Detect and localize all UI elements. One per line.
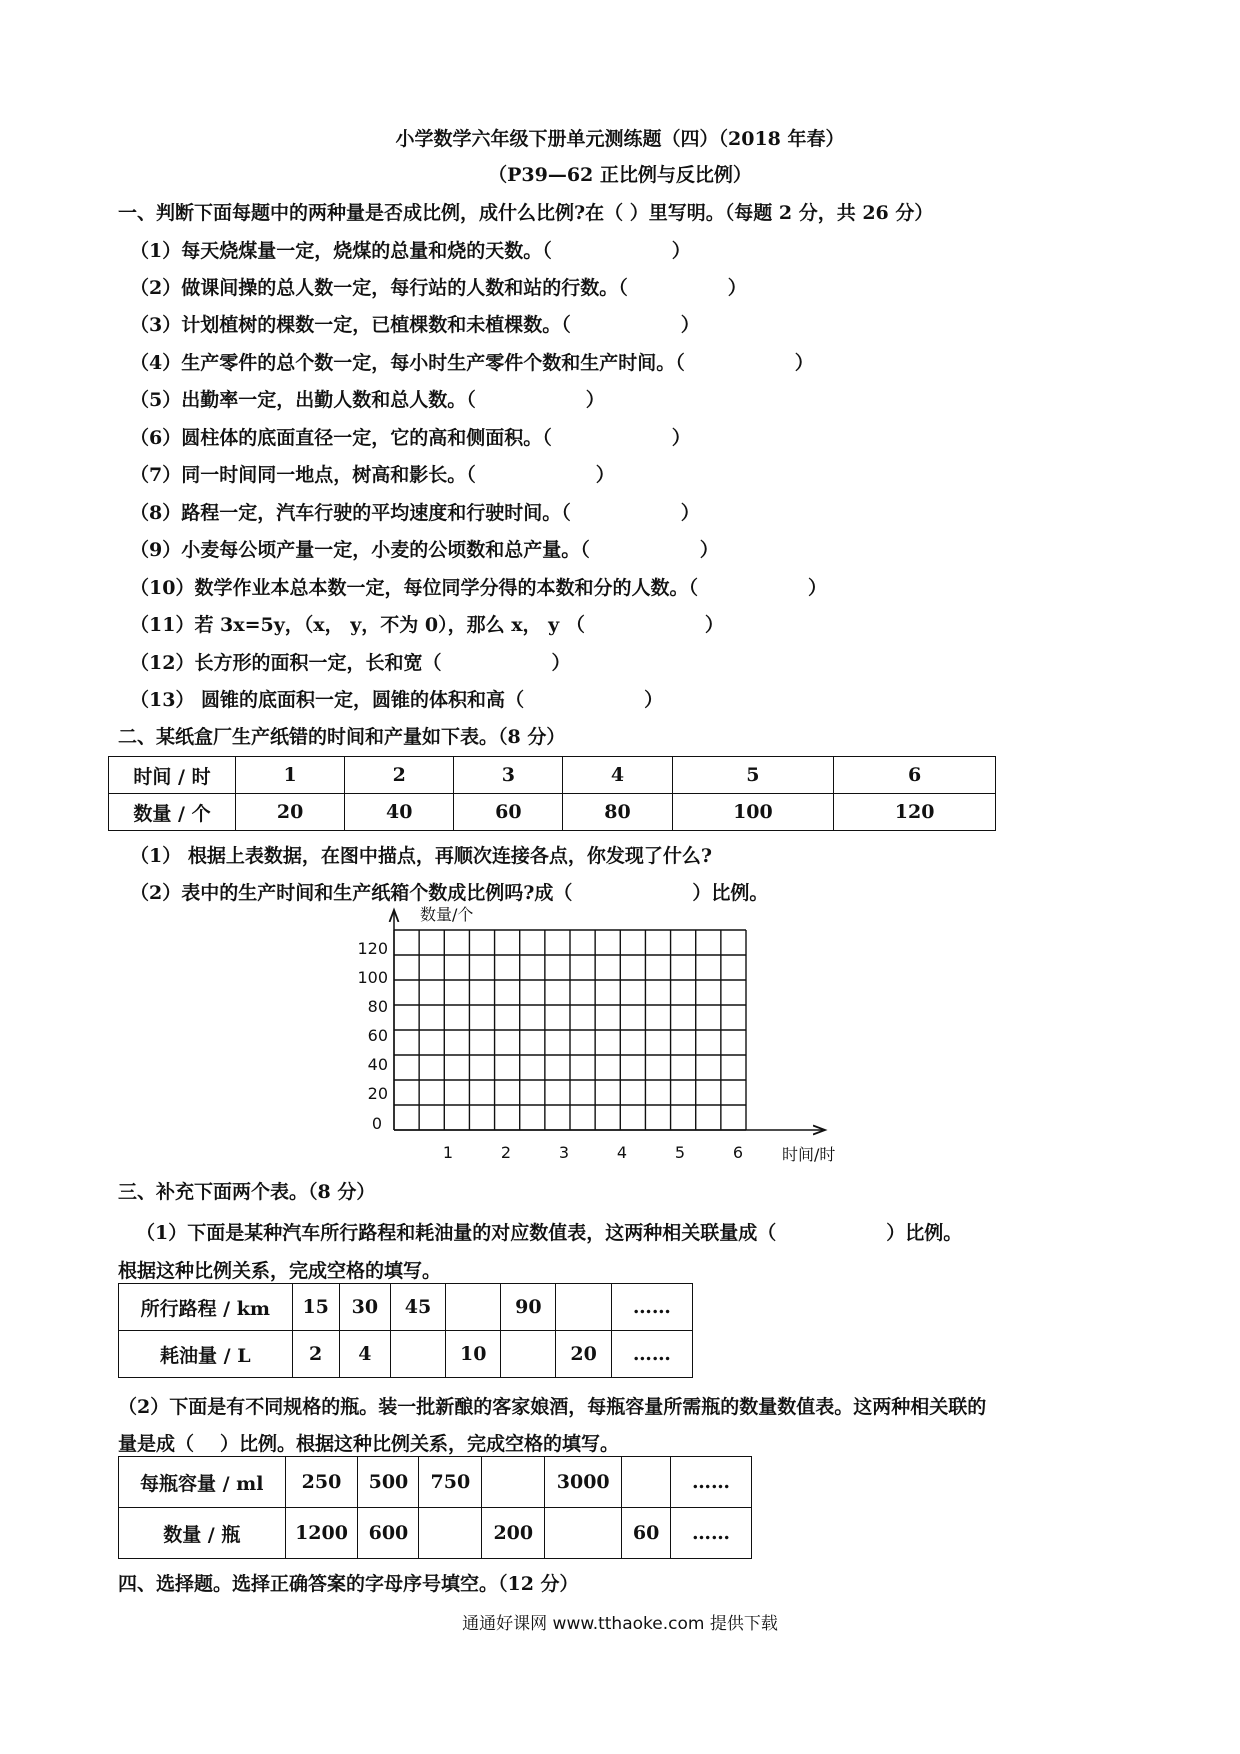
table-cell-blank[interactable] — [556, 1284, 611, 1331]
grid-lines — [394, 930, 746, 1130]
section3-heading: 三、补充下面两个表。（8 分） — [118, 1181, 376, 1203]
table-row-label: 耗油量 / L — [119, 1331, 293, 1378]
question-1-13: （13） 圆锥的底面积一定，圆锥的体积和高（ ） — [130, 689, 664, 711]
table-cell: 6 — [834, 757, 996, 794]
x-tick-label: 5 — [674, 1143, 686, 1162]
table-row-label: 每瓶容量 / ml — [119, 1457, 286, 1508]
page-subtitle: （P39—62 正比例与反比例） — [488, 164, 752, 186]
table-cell-blank[interactable] — [545, 1508, 622, 1559]
table-cell: 45 — [390, 1284, 445, 1331]
table-cell-blank[interactable] — [419, 1508, 482, 1559]
y-tick-label: 20 — [367, 1084, 388, 1103]
x-tick-label: 4 — [616, 1143, 628, 1162]
table-cell: 2 — [292, 1331, 339, 1378]
y-tick-label: 100 — [357, 968, 388, 987]
table-cell: 200 — [482, 1508, 545, 1559]
table-cell-blank[interactable] — [390, 1331, 445, 1378]
section3-part1-line2: 根据这种比例关系，完成空格的填写。 — [118, 1260, 442, 1282]
coordinate-grid[interactable] — [330, 900, 870, 1184]
x-tick-label: 2 — [500, 1143, 512, 1162]
question-1-3: （3）计划植树的棵数一定，已植棵数和未植棵数。（ ） — [130, 314, 700, 336]
page-footer: 通通好课网 www.tthaoke.com 提供下载 — [462, 1614, 778, 1634]
page-title: 小学数学六年级下册单元测练题（四）（2018 年春） — [395, 128, 845, 150]
table-row-label: 数量 / 瓶 — [119, 1508, 286, 1559]
table-cell: 3000 — [545, 1457, 622, 1508]
section3-part1-line1: （1）下面是某种汽车所行路程和耗油量的对应数值表，这两种相关联量成（ ）比例。 — [136, 1222, 963, 1244]
question-1-10: （10）数学作业本总本数一定，每位同学分得的本数和分的人数。（ ） — [130, 577, 827, 599]
table-cell: 5 — [672, 757, 834, 794]
table-cell-blank[interactable] — [482, 1457, 545, 1508]
y-tick-label: 80 — [367, 997, 388, 1016]
section3-part2-line1: （2）下面是有不同规格的瓶。装一批新酿的客家娘酒，每瓶容量所需瓶的数量数值表。这两种相关联的 — [118, 1396, 987, 1418]
question-1-12: （12）长方形的面积一定，长和宽（ ） — [130, 652, 571, 674]
table-cell: 250 — [285, 1457, 358, 1508]
x-tick-label: 3 — [558, 1143, 570, 1162]
table-cell: 4 — [339, 1331, 390, 1378]
table-cell: 750 — [419, 1457, 482, 1508]
table-cell-blank[interactable] — [622, 1457, 671, 1508]
table-cell-ellipsis: …… — [611, 1331, 692, 1378]
y-axis-label: 数量/个 — [420, 905, 474, 924]
y-tick-label: 0 — [371, 1114, 382, 1133]
table-cell: 15 — [292, 1284, 339, 1331]
table-row-label: 数量 / 个 — [109, 794, 236, 831]
question-1-5: （5）出勤率一定，出勤人数和总人数。（ ） — [130, 389, 605, 411]
table-cell: 120 — [834, 794, 996, 831]
section2-question-1: （1） 根据上表数据，在图中描点，再顺次连接各点，你发现了什么? — [130, 845, 712, 867]
distance-fuel-table — [118, 1283, 693, 1378]
table-cell: 90 — [501, 1284, 556, 1331]
table-cell: 30 — [339, 1284, 390, 1331]
table-cell: 500 — [358, 1457, 419, 1508]
question-1-7: （7）同一时间同一地点，树高和影长。（ ） — [130, 464, 615, 486]
question-1-8: （8）路程一定，汽车行驶的平均速度和行驶时间。（ ） — [130, 502, 700, 524]
table-cell: 20 — [556, 1331, 611, 1378]
question-1-11: （11）若 3x=5y，（x， y，不为 0），那么 x， y （ ） — [130, 614, 724, 636]
y-tick-label: 120 — [357, 939, 388, 958]
table-cell: 20 — [236, 794, 345, 831]
table-cell: 60 — [622, 1508, 671, 1559]
table-cell: 2 — [345, 757, 454, 794]
section2-heading: 二、某纸盒厂生产纸错的时间和产量如下表。（8 分） — [118, 726, 566, 748]
section2-question-2: （2）表中的生产时间和生产纸箱个数成比例吗?成（ ）比例。 — [130, 882, 769, 904]
question-1-1: （1）每天烧煤量一定，烧煤的总量和烧的天数。（ ） — [130, 240, 691, 262]
table-cell: 1200 — [285, 1508, 358, 1559]
table-cell: 10 — [446, 1331, 501, 1378]
production-table — [108, 756, 996, 831]
question-1-9: （9）小麦每公顷产量一定，小麦的公顷数和总产量。（ ） — [130, 539, 719, 561]
table-cell: 600 — [358, 1508, 419, 1559]
table-cell-ellipsis: …… — [611, 1284, 692, 1331]
y-tick-label: 40 — [367, 1055, 388, 1074]
table-row-label: 时间 / 时 — [109, 757, 236, 794]
x-tick-label: 6 — [732, 1143, 744, 1162]
table-cell: 4 — [563, 757, 672, 794]
table-cell: 3 — [454, 757, 563, 794]
section3-part2-line2: 量是成（ ）比例。根据这种比例关系，完成空格的填写。 — [118, 1433, 620, 1455]
table-cell-blank[interactable] — [501, 1331, 556, 1378]
section1-heading: 一、判断下面每题中的两种量是否成比例，成什么比例?在（ ）里写明。（每题 2 分，共 26 分） — [118, 202, 934, 224]
question-1-4: （4）生产零件的总个数一定，每小时生产零件个数和生产时间。（ ） — [130, 352, 814, 374]
table-row-label: 所行路程 / km — [119, 1284, 293, 1331]
table-cell-ellipsis: …… — [671, 1457, 752, 1508]
x-tick-label: 1 — [442, 1143, 454, 1162]
table-cell: 1 — [236, 757, 345, 794]
question-1-2: （2）做课间操的总人数一定，每行站的人数和站的行数。（ ） — [130, 277, 747, 299]
table-cell: 100 — [672, 794, 834, 831]
table-cell: 60 — [454, 794, 563, 831]
table-cell-blank[interactable] — [446, 1284, 501, 1331]
table-cell-ellipsis: …… — [671, 1508, 752, 1559]
table-cell: 80 — [563, 794, 672, 831]
table-cell: 40 — [345, 794, 454, 831]
question-1-6: （6）圆柱体的底面直径一定，它的高和侧面积。（ ） — [130, 427, 691, 449]
grid-svg — [330, 900, 870, 1180]
y-tick-label: 60 — [367, 1026, 388, 1045]
x-axis-label: 时间/时 — [782, 1145, 836, 1164]
bottle-table — [118, 1456, 752, 1559]
section4-heading: 四、选择题。选择正确答案的字母序号填空。（12 分） — [118, 1573, 579, 1595]
